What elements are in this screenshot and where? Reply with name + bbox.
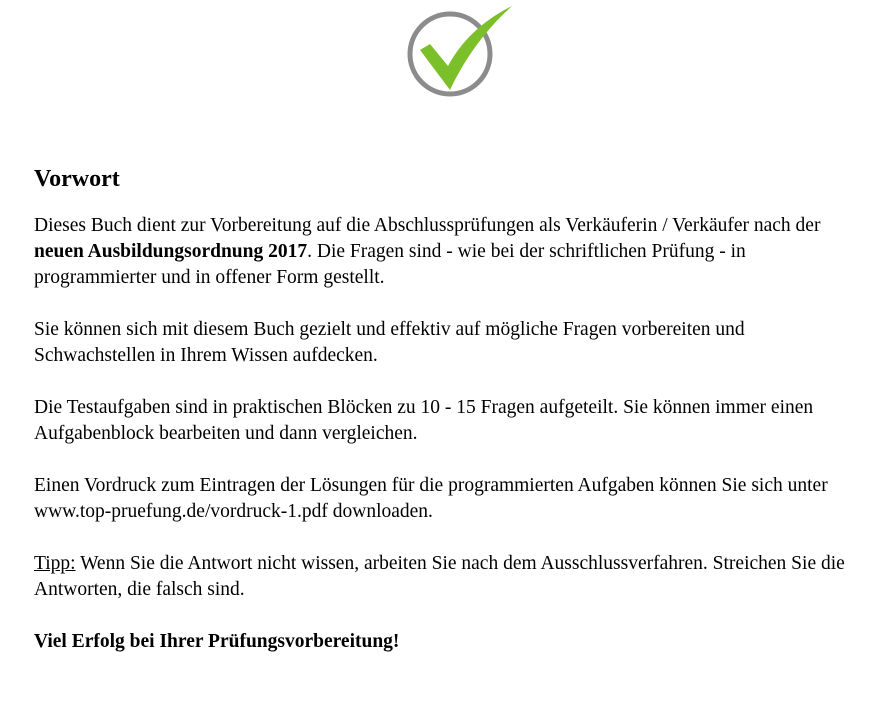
tip-label: Tipp: (34, 553, 76, 574)
paragraph-blocks: Die Testaufgaben sind in praktischen Blöcken zu 10 - 15 Fragen aufgeteilt. Sie können immer einen Aufgabenblock bearbeiten und dann vergleichen. (34, 397, 814, 444)
intro-text-end: . Die Fragen sind - wie bei der schriftlichen Prüfung - in programmierter und in offener Form gestellt. (34, 241, 746, 288)
intro-text-start: Dieses Buch dient zur Vorbereitung auf die Abschlussprüfungen als Verkäuferin / Verkäufer nach der (34, 215, 821, 236)
paragraph-benefit: Sie können sich mit diesem Buch gezielt und effektiv auf mögliche Fragen vorbereiten und Schwachstellen in Ihrem Wissen aufdecken. (34, 319, 745, 366)
paragraph-intro (34, 213, 864, 291)
intro-text-bold: neuen Ausbildungsordnung 2017 (34, 241, 308, 262)
preface-section (34, 164, 864, 681)
paragraph-tip (34, 551, 864, 603)
checkmark-icon (400, 4, 516, 98)
tip-text: Wenn Sie die Antwort nicht wissen, arbeiten Sie nach dem Ausschlussverfahren. Streichen Sie die Antworten, die falsch sind. (34, 553, 845, 600)
preface-heading: Vorwort (34, 166, 120, 192)
closing-line: Viel Erfolg bei Ihrer Prüfungsvorbereitung! (34, 631, 400, 652)
paragraph-form-download: Einen Vordruck zum Eintragen der Lösungen für die programmierten Aufgaben können Sie sich unter www.top-pruefung.de/vordruck-1.pdf downloaden. (34, 475, 828, 522)
